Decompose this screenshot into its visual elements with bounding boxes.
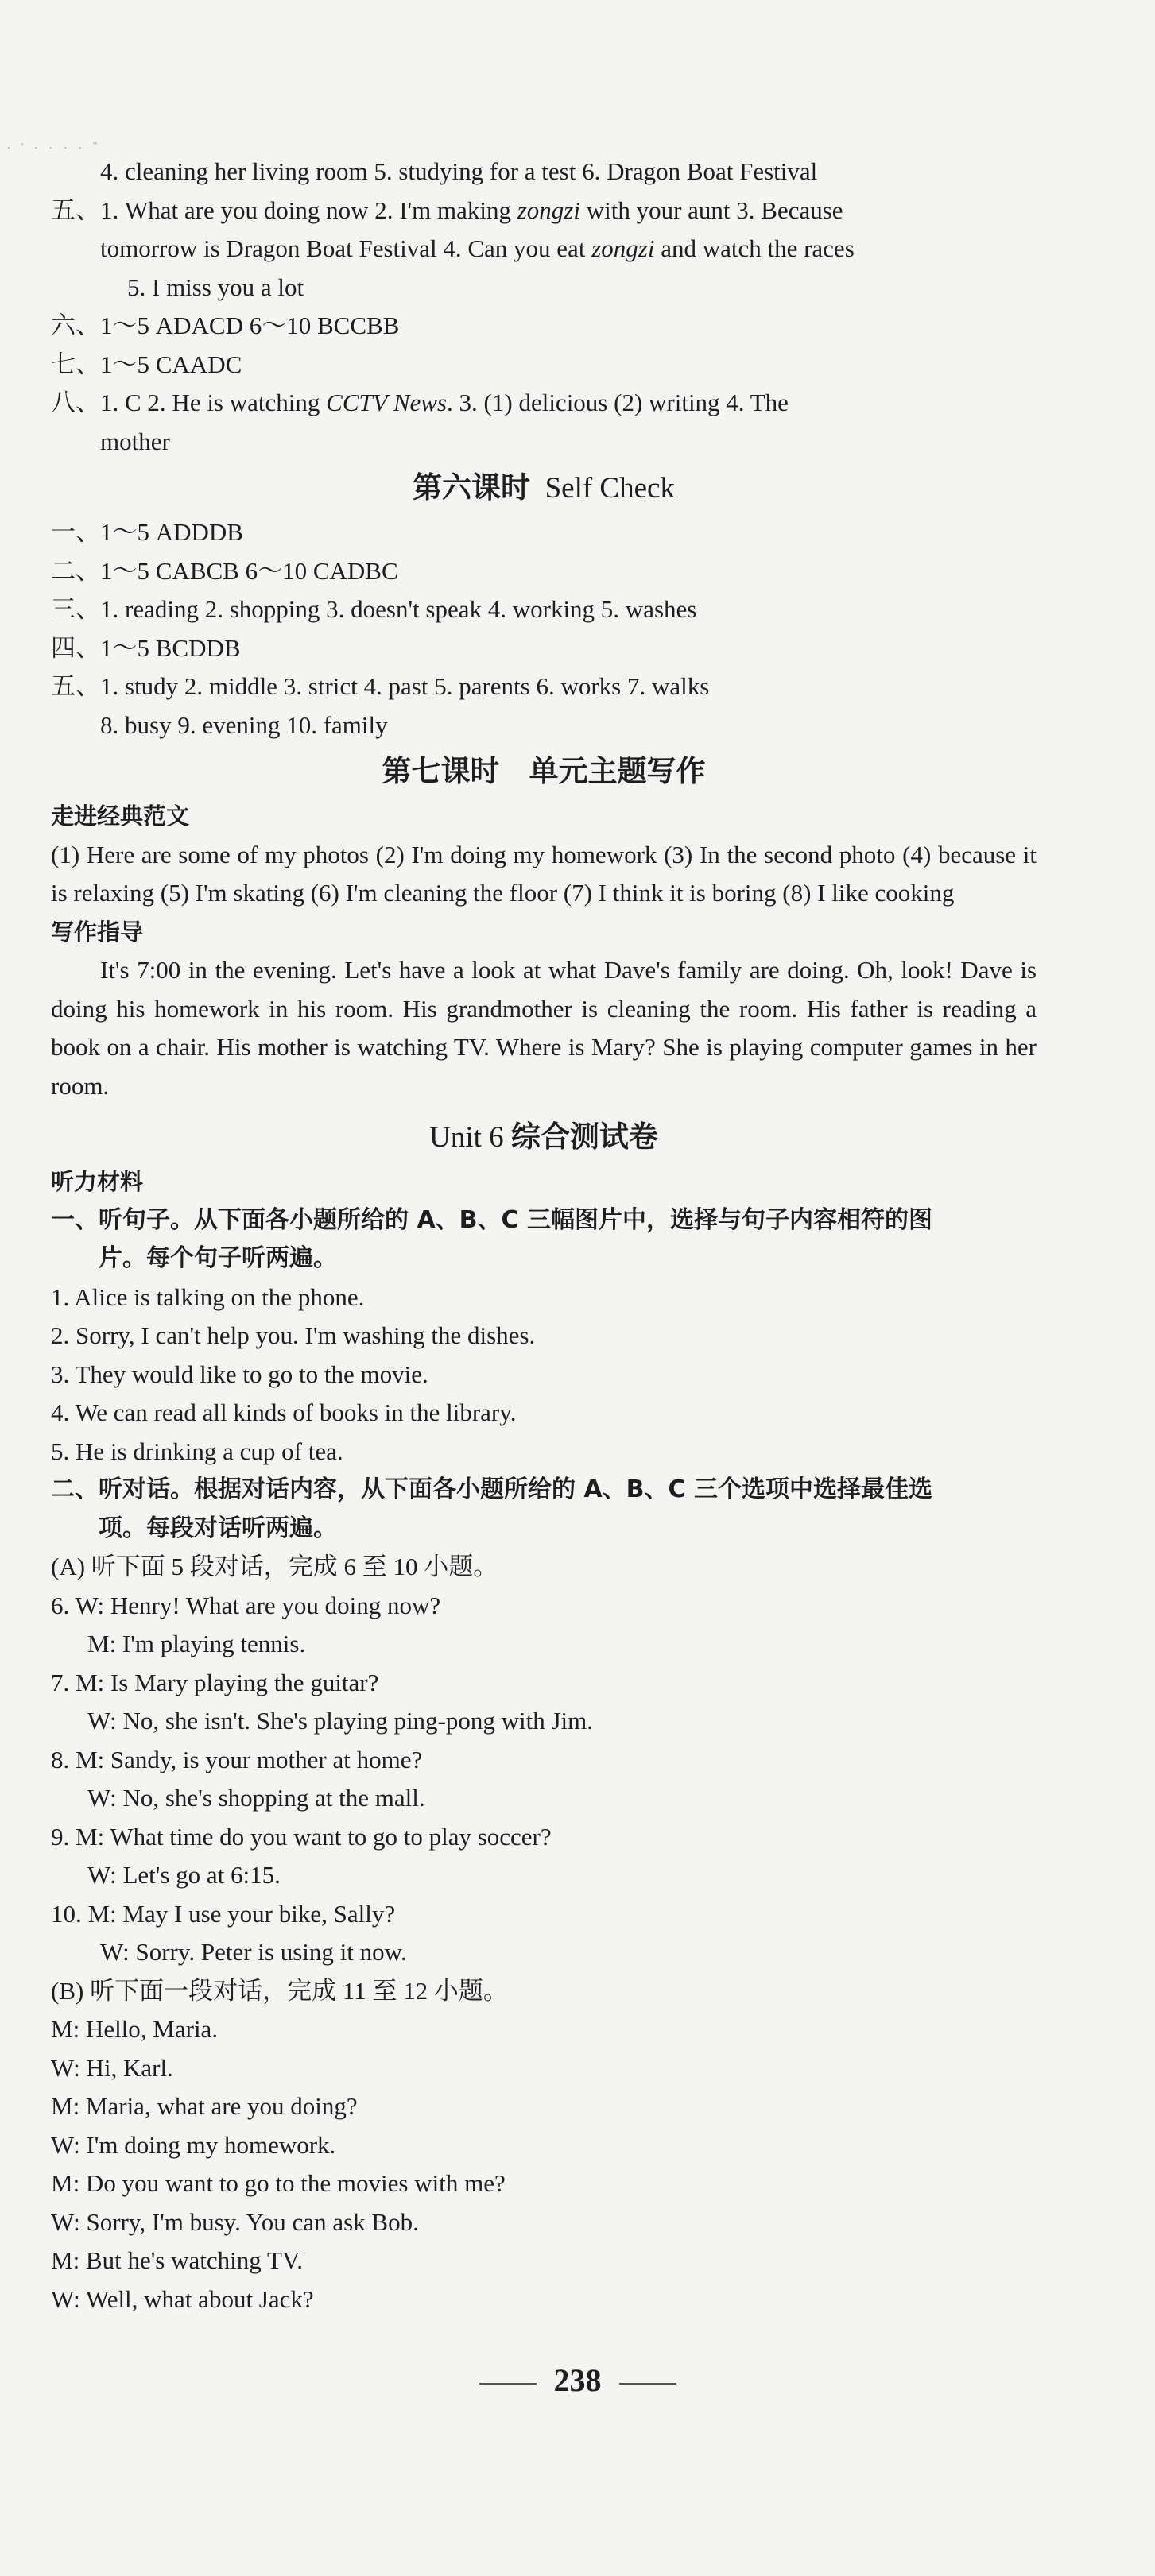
answer-line: 七、1～5 CAADC [51, 350, 242, 378]
dialogue-line: W: Hi, Karl. [51, 2053, 173, 2082]
answer-line: 四、1～5 BCDDB [51, 633, 241, 662]
long-dialogue [51, 2010, 1037, 2319]
scan-mark: · ' · · · · ‶ [6, 140, 101, 156]
section-heading: 第六课时 Self Check [413, 472, 675, 505]
part-heading: (A) 听下面 5 段对话，完成 6 至 10 小题。 [51, 1553, 498, 1580]
dialogue-line: M: Do you want to go to the movies with me? [51, 2169, 506, 2197]
italic-term: CCTV News [326, 389, 448, 416]
answer-line: 五、1. What are you doing now 2. I'm making zongzi with your aunt 3. Because [51, 195, 843, 224]
answer-line: 三、1. reading 2. shopping 3. doesn't speak 4. working 5. washes [51, 595, 697, 623]
content [51, 153, 1037, 2319]
sentence-item: 5. He is drinking a cup of tea. [51, 1437, 343, 1465]
dialogue-line: W: No, she isn't. She's playing ping-pong with Jim. [87, 1707, 594, 1735]
dialogue-line: M: Hello, Maria. [51, 2015, 219, 2043]
answer-line: 二、1～5 CABCB 6～10 CADBC [51, 556, 398, 585]
dialogue-line: 9. M: What time do you want to go to play soccer? [51, 1822, 552, 1851]
sub-label: 走进经典范文 [51, 803, 190, 830]
answer-line: 8. busy 9. evening 10. family [100, 710, 388, 739]
footer-rule [619, 2383, 676, 2385]
answer-line: tomorrow is Dragon Boat Festival 4. Can you eat zongzi and watch the races [100, 234, 855, 262]
sentence-item: 2. Sorry, I can't help you. I'm washing the dishes. [51, 1321, 536, 1349]
answer-line: 六、1～5 ADACD 6～10 BCCBB [51, 311, 400, 339]
dialogue-line: M: Maria, what are you doing? [51, 2092, 358, 2120]
dialogue-line: M: I'm playing tennis. [87, 1630, 306, 1657]
answer-line: 八、1. C 2. He is watching CCTV News. 3. (1) delicious (2) writing 4. The [51, 389, 789, 416]
dialogue-line: W: Sorry, I'm busy. You can ask Bob. [51, 2207, 419, 2236]
dialogue-line: W: I'm doing my homework. [51, 2130, 336, 2159]
dialogue-line: 6. W: Henry! What are you doing now? [51, 1591, 441, 1619]
sub-label: 写作指导 [51, 918, 144, 946]
section-heading: Unit 6 综合测试卷 [429, 1121, 658, 1154]
dialogue-line: 10. M: May I use your bike, Sally? [51, 1899, 396, 1928]
page-footer [0, 2357, 1155, 2404]
dialogue-line: W: Well, what about Jack? [51, 2284, 314, 2313]
answer-line: mother [100, 427, 170, 455]
dialogue-list [51, 1587, 1037, 1972]
sentence-item: 4. We can read all kinds of books in the library. [51, 1398, 517, 1426]
sub-label: 听力材料 [51, 1168, 144, 1195]
italic-term: zongzi [591, 234, 655, 262]
answer-line: 4. cleaning her living room 5. studying for a test 6. Dragon Boat Festival [100, 157, 818, 185]
dialogue-line: W: Sorry. Peter is using it now. [100, 1938, 407, 1966]
footer-rule [479, 2383, 537, 2385]
sentence-item: 1. Alice is talking on the phone. [51, 1282, 365, 1311]
dialogue-line: M: But he's watching TV. [51, 2246, 304, 2274]
dialogue-line: 8. M: Sandy, is your mother at home? [51, 1745, 423, 1773]
answer-line: 五、1. study 2. middle 3. strict 4. past 5. parents 6. works 7. walks [51, 672, 710, 700]
part-heading: (B) 听下面一段对话，完成 11 至 12 小题。 [51, 1976, 508, 2005]
answer-paragraph: (1) Here are some of my photos (2) I'm doing my homework (3) In the second photo (4) because it is relaxing (5) I'm skating (6) I'm cleaning the floor (7) I think it is boring (8) I like cooking [51, 840, 1037, 907]
page-number: 238 [553, 2362, 602, 2398]
question-heading: 一、听句子。从下面各小题所给的 A、B、C 三幅图片中，选择与句子内容相符的图 片。每个句子听两遍。 [51, 1205, 932, 1272]
sentence-item: 3. They would like to go to the movie. [51, 1360, 428, 1388]
answer-line: 一、1～5 ADDDB [51, 518, 243, 546]
question-heading: 二、听对话。根据对话内容，从下面各小题所给的 A、B、C 三个选项中选择最佳选 项。每段对话听两遍。 [51, 1476, 932, 1542]
section-heading: 第七课时 单元主题写作 [382, 756, 706, 788]
italic-term: zongzi [517, 195, 580, 224]
answer-line: 5. I miss you a lot [127, 273, 304, 301]
sentence-list [51, 1278, 1037, 1472]
dialogue-line: W: No, she's shopping at the mall. [87, 1784, 425, 1812]
dialogue-line: W: Let's go at 6:15. [87, 1861, 281, 1889]
model-essay: It's 7:00 in the evening. Let's have a look at what Dave's family are doing. Oh, look! Dave is doing his homework in his room. His grandmother is cleaning the room. His father is reading a book on a chair. His mother is watching TV. Where is Mary? She is playing computer games in her room. [51, 956, 1037, 1100]
dialogue-line: 7. M: Is Mary playing the guitar? [51, 1668, 379, 1696]
